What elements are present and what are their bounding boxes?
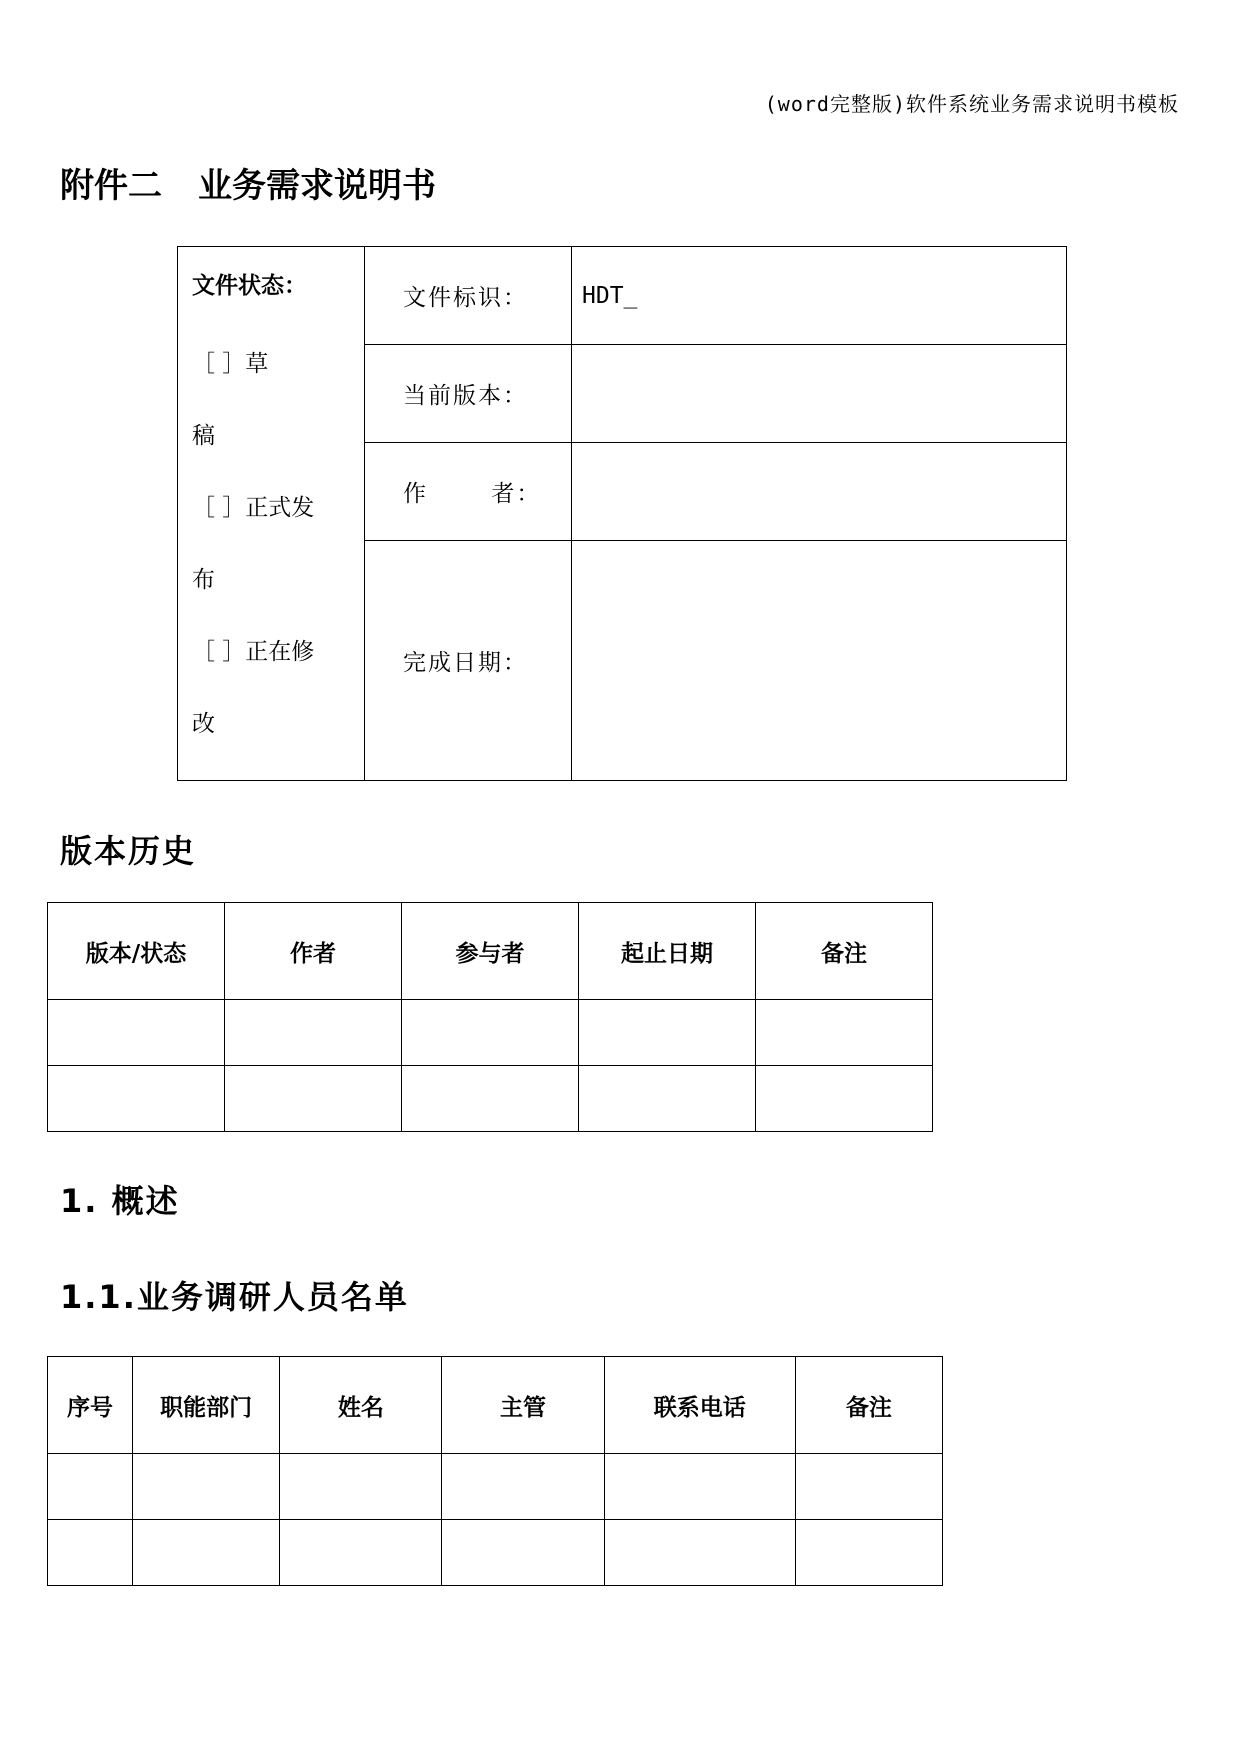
- section-members-title: 1.1.业务调研人员名单: [60, 1278, 409, 1316]
- title-part2: 业务需求说明书: [198, 166, 436, 206]
- column-header: 主管: [442, 1357, 604, 1454]
- table-cell[interactable]: [133, 1454, 280, 1520]
- completion-date-value[interactable]: [572, 541, 1067, 781]
- table-cell[interactable]: [604, 1454, 795, 1520]
- author-label: 作 者：: [365, 443, 572, 541]
- author-value[interactable]: [572, 443, 1067, 541]
- table-cell[interactable]: [280, 1520, 442, 1586]
- status-option-released[interactable]: ［ ］正式发: [192, 495, 315, 521]
- title-part1: 附件二: [60, 166, 162, 206]
- column-header: 职能部门: [133, 1357, 280, 1454]
- status-option-revising-cont: 改: [192, 711, 215, 737]
- file-status-cell: [178, 247, 365, 781]
- column-header: 参与者: [402, 903, 579, 1000]
- table-row: [48, 1066, 933, 1132]
- column-header: 起止日期: [579, 903, 756, 1000]
- table-row: [48, 1520, 943, 1586]
- table-cell[interactable]: [133, 1520, 280, 1586]
- table-cell[interactable]: [48, 1520, 133, 1586]
- current-version-value[interactable]: [572, 345, 1067, 443]
- table-cell[interactable]: [402, 1000, 579, 1066]
- file-id-label: 文件标识：: [365, 247, 572, 345]
- table-cell[interactable]: [795, 1454, 942, 1520]
- version-history-table: [47, 902, 933, 1132]
- table-cell[interactable]: [756, 1000, 933, 1066]
- status-option-draft-cont: 稿: [192, 423, 215, 449]
- table-cell[interactable]: [442, 1454, 604, 1520]
- table-cell[interactable]: [604, 1520, 795, 1586]
- column-header: 备注: [756, 903, 933, 1000]
- table-cell[interactable]: [795, 1520, 942, 1586]
- table-cell[interactable]: [48, 1000, 225, 1066]
- table-cell[interactable]: [280, 1454, 442, 1520]
- status-option-revising[interactable]: ［ ］正在修: [192, 639, 315, 665]
- table-cell[interactable]: [48, 1454, 133, 1520]
- column-header: 备注: [795, 1357, 942, 1454]
- column-header: 版本/状态: [48, 903, 225, 1000]
- section-overview-title: 1. 概述: [60, 1182, 180, 1220]
- document-title: [60, 158, 436, 207]
- table-cell[interactable]: [579, 1066, 756, 1132]
- table-cell[interactable]: [48, 1066, 225, 1132]
- table-cell[interactable]: [402, 1066, 579, 1132]
- status-option-draft[interactable]: ［ ］草: [192, 351, 269, 377]
- file-status-label: 文件状态：: [192, 273, 307, 299]
- status-option-released-cont: 布: [192, 567, 215, 593]
- column-header: 联系电话: [604, 1357, 795, 1454]
- version-history-title: 版本历史: [60, 832, 197, 870]
- table-cell[interactable]: [225, 1000, 402, 1066]
- column-header: 作者: [225, 903, 402, 1000]
- document-info-table: [177, 246, 1067, 781]
- completion-date-label: 完成日期：: [365, 541, 572, 781]
- column-header: 姓名: [280, 1357, 442, 1454]
- table-cell[interactable]: [579, 1000, 756, 1066]
- table-cell[interactable]: [756, 1066, 933, 1132]
- current-version-label: 当前版本：: [365, 345, 572, 443]
- page-header: (word完整版)软件系统业务需求说明书模板: [764, 92, 1179, 116]
- table-cell[interactable]: [442, 1520, 604, 1586]
- research-members-table: [47, 1356, 943, 1586]
- table-cell[interactable]: [225, 1066, 402, 1132]
- column-header: 序号: [48, 1357, 133, 1454]
- file-id-value[interactable]: HDT_: [572, 247, 1067, 345]
- table-row: [48, 1454, 943, 1520]
- table-row: [48, 1000, 933, 1066]
